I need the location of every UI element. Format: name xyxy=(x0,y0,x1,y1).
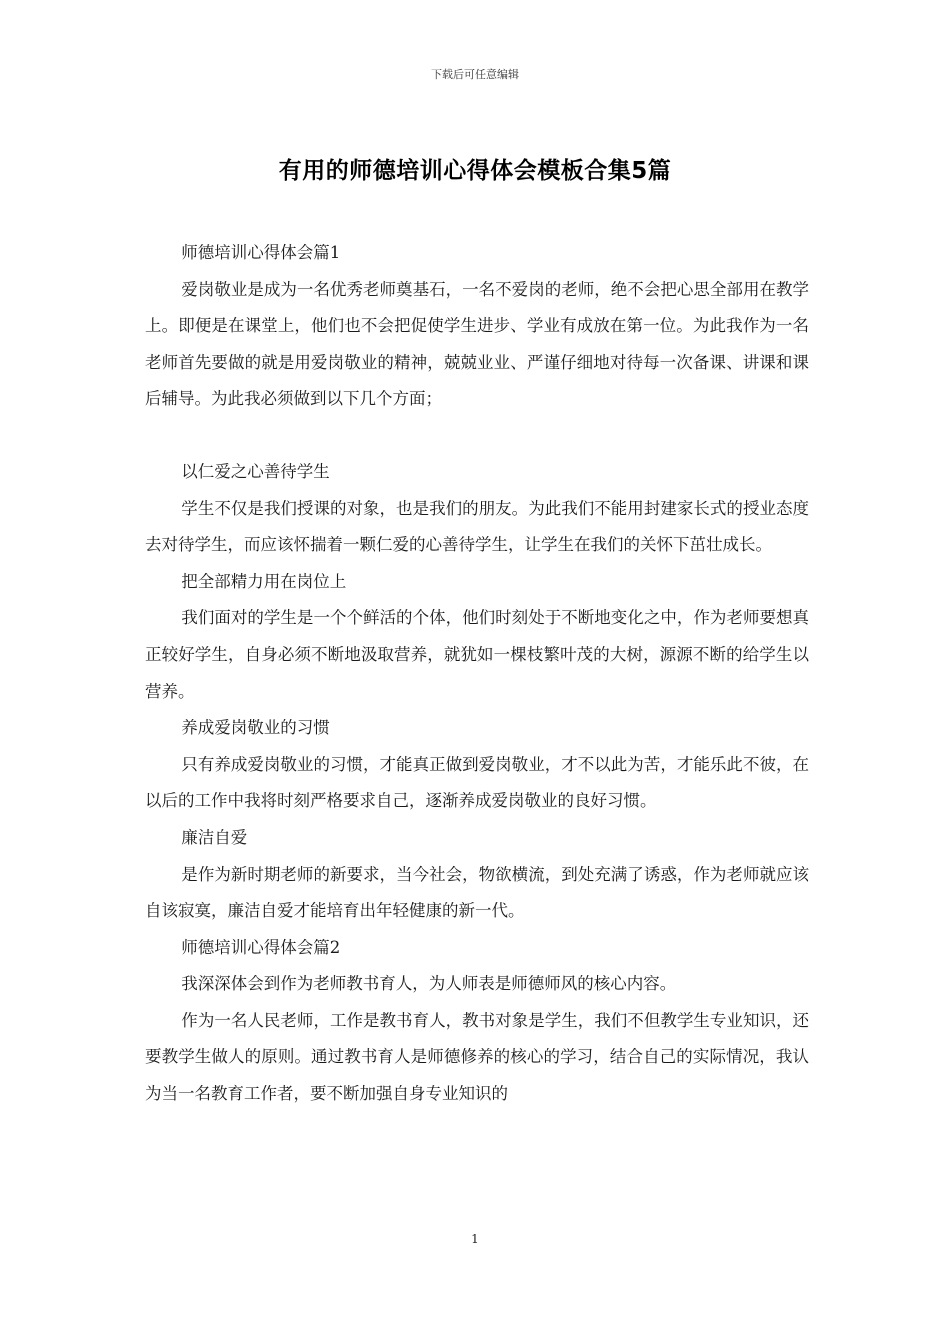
page-header-note: 下载后可任意编辑 xyxy=(431,68,519,81)
blank-line xyxy=(145,418,809,454)
subheading: 养成爱岗敬业的习惯 xyxy=(181,718,330,738)
section-heading-2: 师德培训心得体会篇2 xyxy=(181,937,341,957)
body-paragraph: 作为一名人民老师，工作是教书育人，教书对象是学生，我们不但教学生专业知识，还要教学生做人的原则。通过教书育人是师德修养的核心的学习，结合自己的实际情况，我认为当一名教育工作者，要不断加强自身专业知识的 xyxy=(145,1010,809,1104)
page-number: 1 xyxy=(471,1232,479,1246)
body-paragraph: 爱岗敬业是成为一名优秀老师奠基石，一名不爱岗的老师，绝不会把心思全部用在教学上。即便是在课堂上，他们也不会把促使学生进步、学业有成放在第一位。为此我作为一名老师首先要做的就是用爱岗敬业的精神，兢兢业业、严谨仔细地对待每一次备课、讲课和课后辅导。为此我必须做到以下几个方面； xyxy=(145,279,809,409)
subheading: 把全部精力用在岗位上 xyxy=(181,571,347,591)
body-paragraph: 是作为新时期老师的新要求，当今社会，物欲横流，到处充满了诱惑，作为老师就应该自该寂寞，廉洁自爱才能培育出年轻健康的新一代。 xyxy=(145,864,809,921)
body-paragraph: 我们面对的学生是一个个鲜活的个体，他们时刻处于不断地变化之中，作为老师要想真正较好学生，自身必须不断地汲取营养，就犹如一棵枝繁叶茂的大树，源源不断的给学生以营养。 xyxy=(145,608,809,701)
body-paragraph: 只有养成爱岗敬业的习惯，才能真正做到爱岗敬业，才不以此为苦，才能乐此不彼，在以后的工作中我将时刻严格要求自己，逐渐养成爱岗敬业的良好习惯。 xyxy=(145,754,809,811)
section-heading-1: 师德培训心得体会篇1 xyxy=(181,243,341,262)
document-title: 有用的师德培训心得体会模板合集5篇 xyxy=(278,158,672,184)
body-paragraph: 我深深体会到作为老师教书育人，为人师表是师德师风的核心内容。 xyxy=(181,974,677,994)
subheading: 以仁爱之心善待学生 xyxy=(181,461,330,481)
document-body xyxy=(145,235,809,1113)
subheading: 廉洁自爱 xyxy=(181,827,248,847)
body-paragraph: 学生不仅是我们授课的对象，也是我们的朋友。为此我们不能用封建家长式的授业态度去对待学生，而应该怀揣着一颗仁爱的心善待学生，让学生在我们的关怀下茁壮成长。 xyxy=(145,498,809,555)
